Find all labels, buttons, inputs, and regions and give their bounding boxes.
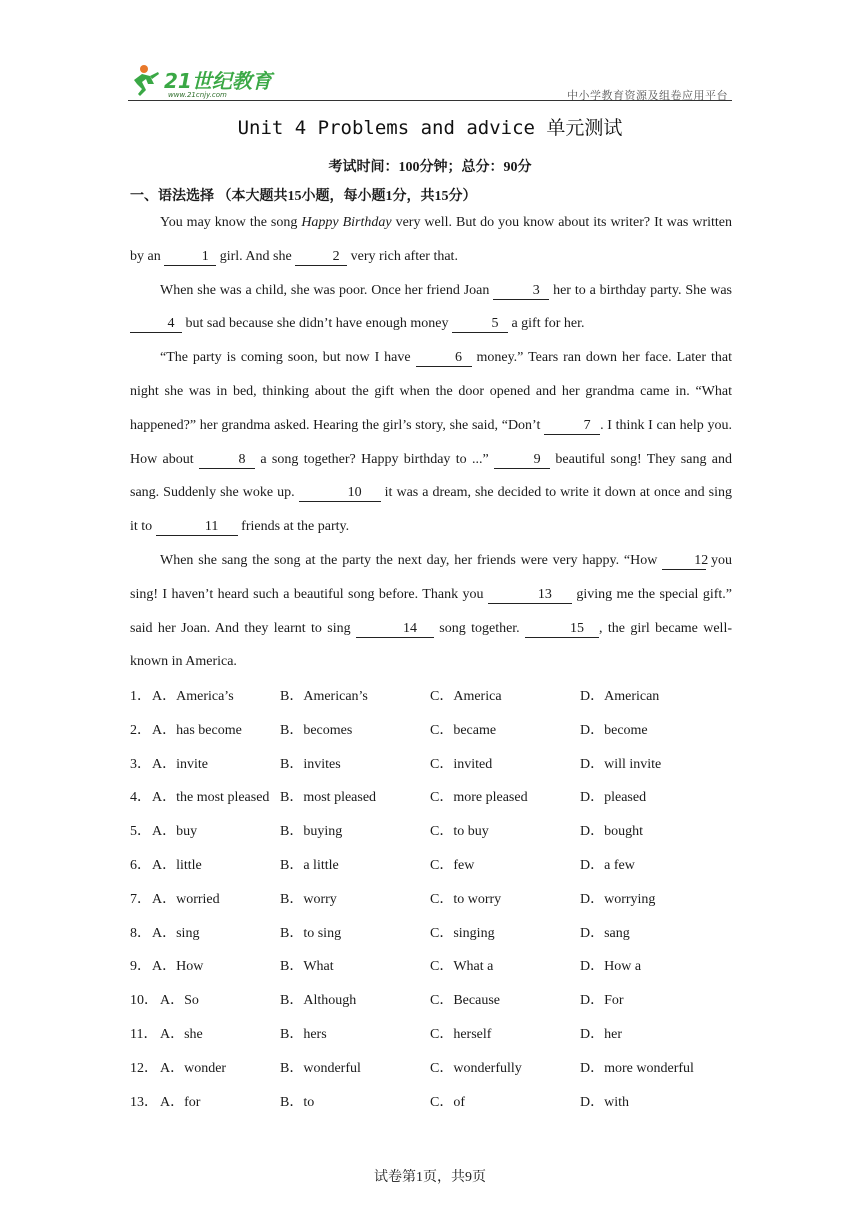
- option-d: D．will invite: [580, 756, 662, 772]
- passage-paragraph: When she was a child, she was poor. Once her friend Joan 3 her to a birthday party. She was 4 but sad because she didn’t have enough money 5 a gift for her.: [130, 274, 732, 342]
- brand-logo: [128, 62, 278, 100]
- blank-11: 11: [156, 519, 238, 536]
- option-b: B．to: [280, 1094, 315, 1110]
- blank-7: 7: [544, 418, 600, 435]
- question-row: 4． A．the most pleased B．most pleased C．more pleased D．pleased: [130, 781, 732, 815]
- option-b: B．hers: [280, 1026, 327, 1042]
- option-d: D．worrying: [580, 891, 656, 907]
- blank-9: 9: [494, 452, 550, 469]
- option-b: B．worry: [280, 891, 337, 907]
- runner-icon: [134, 65, 159, 96]
- option-c: C．few: [430, 857, 475, 873]
- option-a: A．has become: [152, 722, 242, 738]
- option-d: D．pleased: [580, 790, 647, 806]
- blank-10: 10: [299, 485, 381, 502]
- blank-12: 12: [662, 553, 706, 570]
- question-row: 11． A．she B．hers C．herself D．her: [130, 1018, 732, 1052]
- option-a: A．little: [152, 857, 202, 873]
- option-a: A．buy: [152, 824, 198, 840]
- question-row: 9． A．How B．What C．What a D．How a: [130, 950, 732, 984]
- passage-paragraph: You may know the song Happy Birthday very well. But do you know about its writer? It was written by an 1 girl. And she 2 very rich after that.: [130, 215, 732, 264]
- logo-sub-text: www.21cnjy.com: [168, 91, 227, 99]
- option-c: C．wonderfully: [430, 1060, 522, 1076]
- option-c: C．herself: [430, 1026, 492, 1042]
- option-b: B．a little: [280, 857, 339, 873]
- blank-13: 13: [488, 587, 572, 604]
- option-a: A．invite: [152, 756, 208, 772]
- option-d: D．a few: [580, 857, 635, 873]
- question-row: 7． A．worried B．worry C．to worry D．worrying: [130, 883, 732, 917]
- option-c: C．invited: [430, 756, 493, 772]
- option-c: C．became: [430, 722, 497, 738]
- option-b: B．American’s: [280, 689, 368, 704]
- option-d: D．more wonderful: [580, 1060, 694, 1076]
- passage-paragraph: When she sang the song at the party the next day, her friends were very happy. “How 12 you sing! I haven’t heard such a beautiful song before. Thank you 13 giving me the special gift.” said her Joan. And they learnt to sing 14 song together. 15 , the girl became well-known in America.: [130, 552, 733, 670]
- blank-4: 4: [130, 316, 182, 333]
- song-title: Happy Birthday: [301, 215, 392, 230]
- passage-paragraph: “The party is coming soon, but now I have 6 money.” Tears ran down her face. Later that night she was in bed, thinking about the gift when the door opened and her grandma came in. “What happened?” her grandma asked. Hearing the girl’s story, she said, “Don’t 7 . I think I can help you. How about 8 a song together? Happy birthday to ...” 9 beautiful song! They sang and sang. Suddenly she woke up. 10 it was a dream, she decided to write it down at once and sing it to 11 friends at the party.: [130, 350, 733, 535]
- option-a: A．the most pleased: [152, 790, 270, 806]
- option-d: D．become: [580, 722, 648, 738]
- reading-passage: [130, 206, 732, 679]
- option-c: C．Because: [430, 993, 500, 1009]
- option-a: A．So: [160, 993, 199, 1009]
- site-tagline: 中小学教育资源及组卷应用平台: [567, 89, 728, 102]
- option-d: D．her: [580, 1026, 622, 1042]
- blank-3: 3: [493, 283, 549, 300]
- question-row: 12． A．wonder B．wonderful C．wonderfully D．more wonderful: [130, 1052, 732, 1086]
- option-c: C．of: [430, 1094, 465, 1110]
- logo-main-text: 21世纪教育: [164, 69, 272, 93]
- option-b: B．What: [280, 959, 334, 975]
- page-header: [128, 62, 732, 102]
- option-a: A．wonder: [160, 1060, 227, 1076]
- question-row: 10． A．So B．Although C．Because D．For: [130, 984, 732, 1018]
- question-row: 8． A．sing B．to sing C．singing D．sang: [130, 917, 732, 951]
- option-a: A．for: [160, 1094, 201, 1110]
- blank-14: 14: [356, 621, 434, 638]
- option-c: C．to buy: [430, 824, 489, 840]
- section-heading: 一、语法选择 （本大题共15小题，每小题1分，共15分）: [130, 189, 477, 204]
- option-d: D．For: [580, 993, 624, 1009]
- option-b: B．wonderful: [280, 1060, 361, 1076]
- option-c: C．more pleased: [430, 790, 528, 806]
- page-footer: 试卷第1页，共9页: [374, 1170, 486, 1185]
- option-a: A．How: [152, 959, 204, 975]
- option-a: A．sing: [152, 925, 200, 941]
- blank-6: 6: [416, 350, 472, 367]
- header-divider: [128, 100, 732, 101]
- option-b: B．Although: [280, 993, 357, 1009]
- question-row: 1． A．America’s B．American’s C．America D．American: [130, 680, 732, 714]
- option-c: C．America: [430, 689, 502, 704]
- option-b: B．becomes: [280, 722, 353, 738]
- option-b: B．most pleased: [280, 790, 377, 806]
- option-a: A．she: [160, 1026, 203, 1042]
- blank-8: 8: [199, 452, 255, 469]
- option-b: B．to sing: [280, 925, 342, 941]
- question-options: [130, 680, 732, 1119]
- question-row: 2． A．has become B．becomes C．became D．become: [130, 714, 732, 748]
- question-row: 3． A．invite B．invites C．invited D．will invite: [130, 748, 732, 782]
- option-a: A．America’s: [152, 689, 234, 704]
- option-d: D．American: [580, 689, 660, 704]
- question-row: 5． A．buy B．buying C．to buy D．bought: [130, 815, 732, 849]
- option-b: B．buying: [280, 824, 343, 840]
- option-d: D．with: [580, 1094, 629, 1110]
- option-c: C．What a: [430, 959, 494, 975]
- option-a: A．worried: [152, 891, 220, 907]
- page-title: Unit 4 Problems and advice 单元测试: [237, 117, 623, 139]
- exam-info: 考试时间：100分钟；总分：90分: [328, 160, 532, 175]
- blank-5: 5: [452, 316, 508, 333]
- option-b: B．invites: [280, 756, 341, 772]
- blank-1: 1: [164, 249, 216, 266]
- question-row: 6． A．little B．a little C．few D．a few: [130, 849, 732, 883]
- option-c: C．to worry: [430, 891, 502, 907]
- option-d: D．How a: [580, 959, 642, 975]
- option-d: D．sang: [580, 925, 630, 941]
- blank-15: 15: [525, 621, 599, 638]
- option-c: C．singing: [430, 925, 495, 941]
- question-row: 13． A．for B．to C．of D．with: [130, 1086, 732, 1120]
- option-d: D．bought: [580, 824, 643, 840]
- blank-2: 2: [295, 249, 347, 266]
